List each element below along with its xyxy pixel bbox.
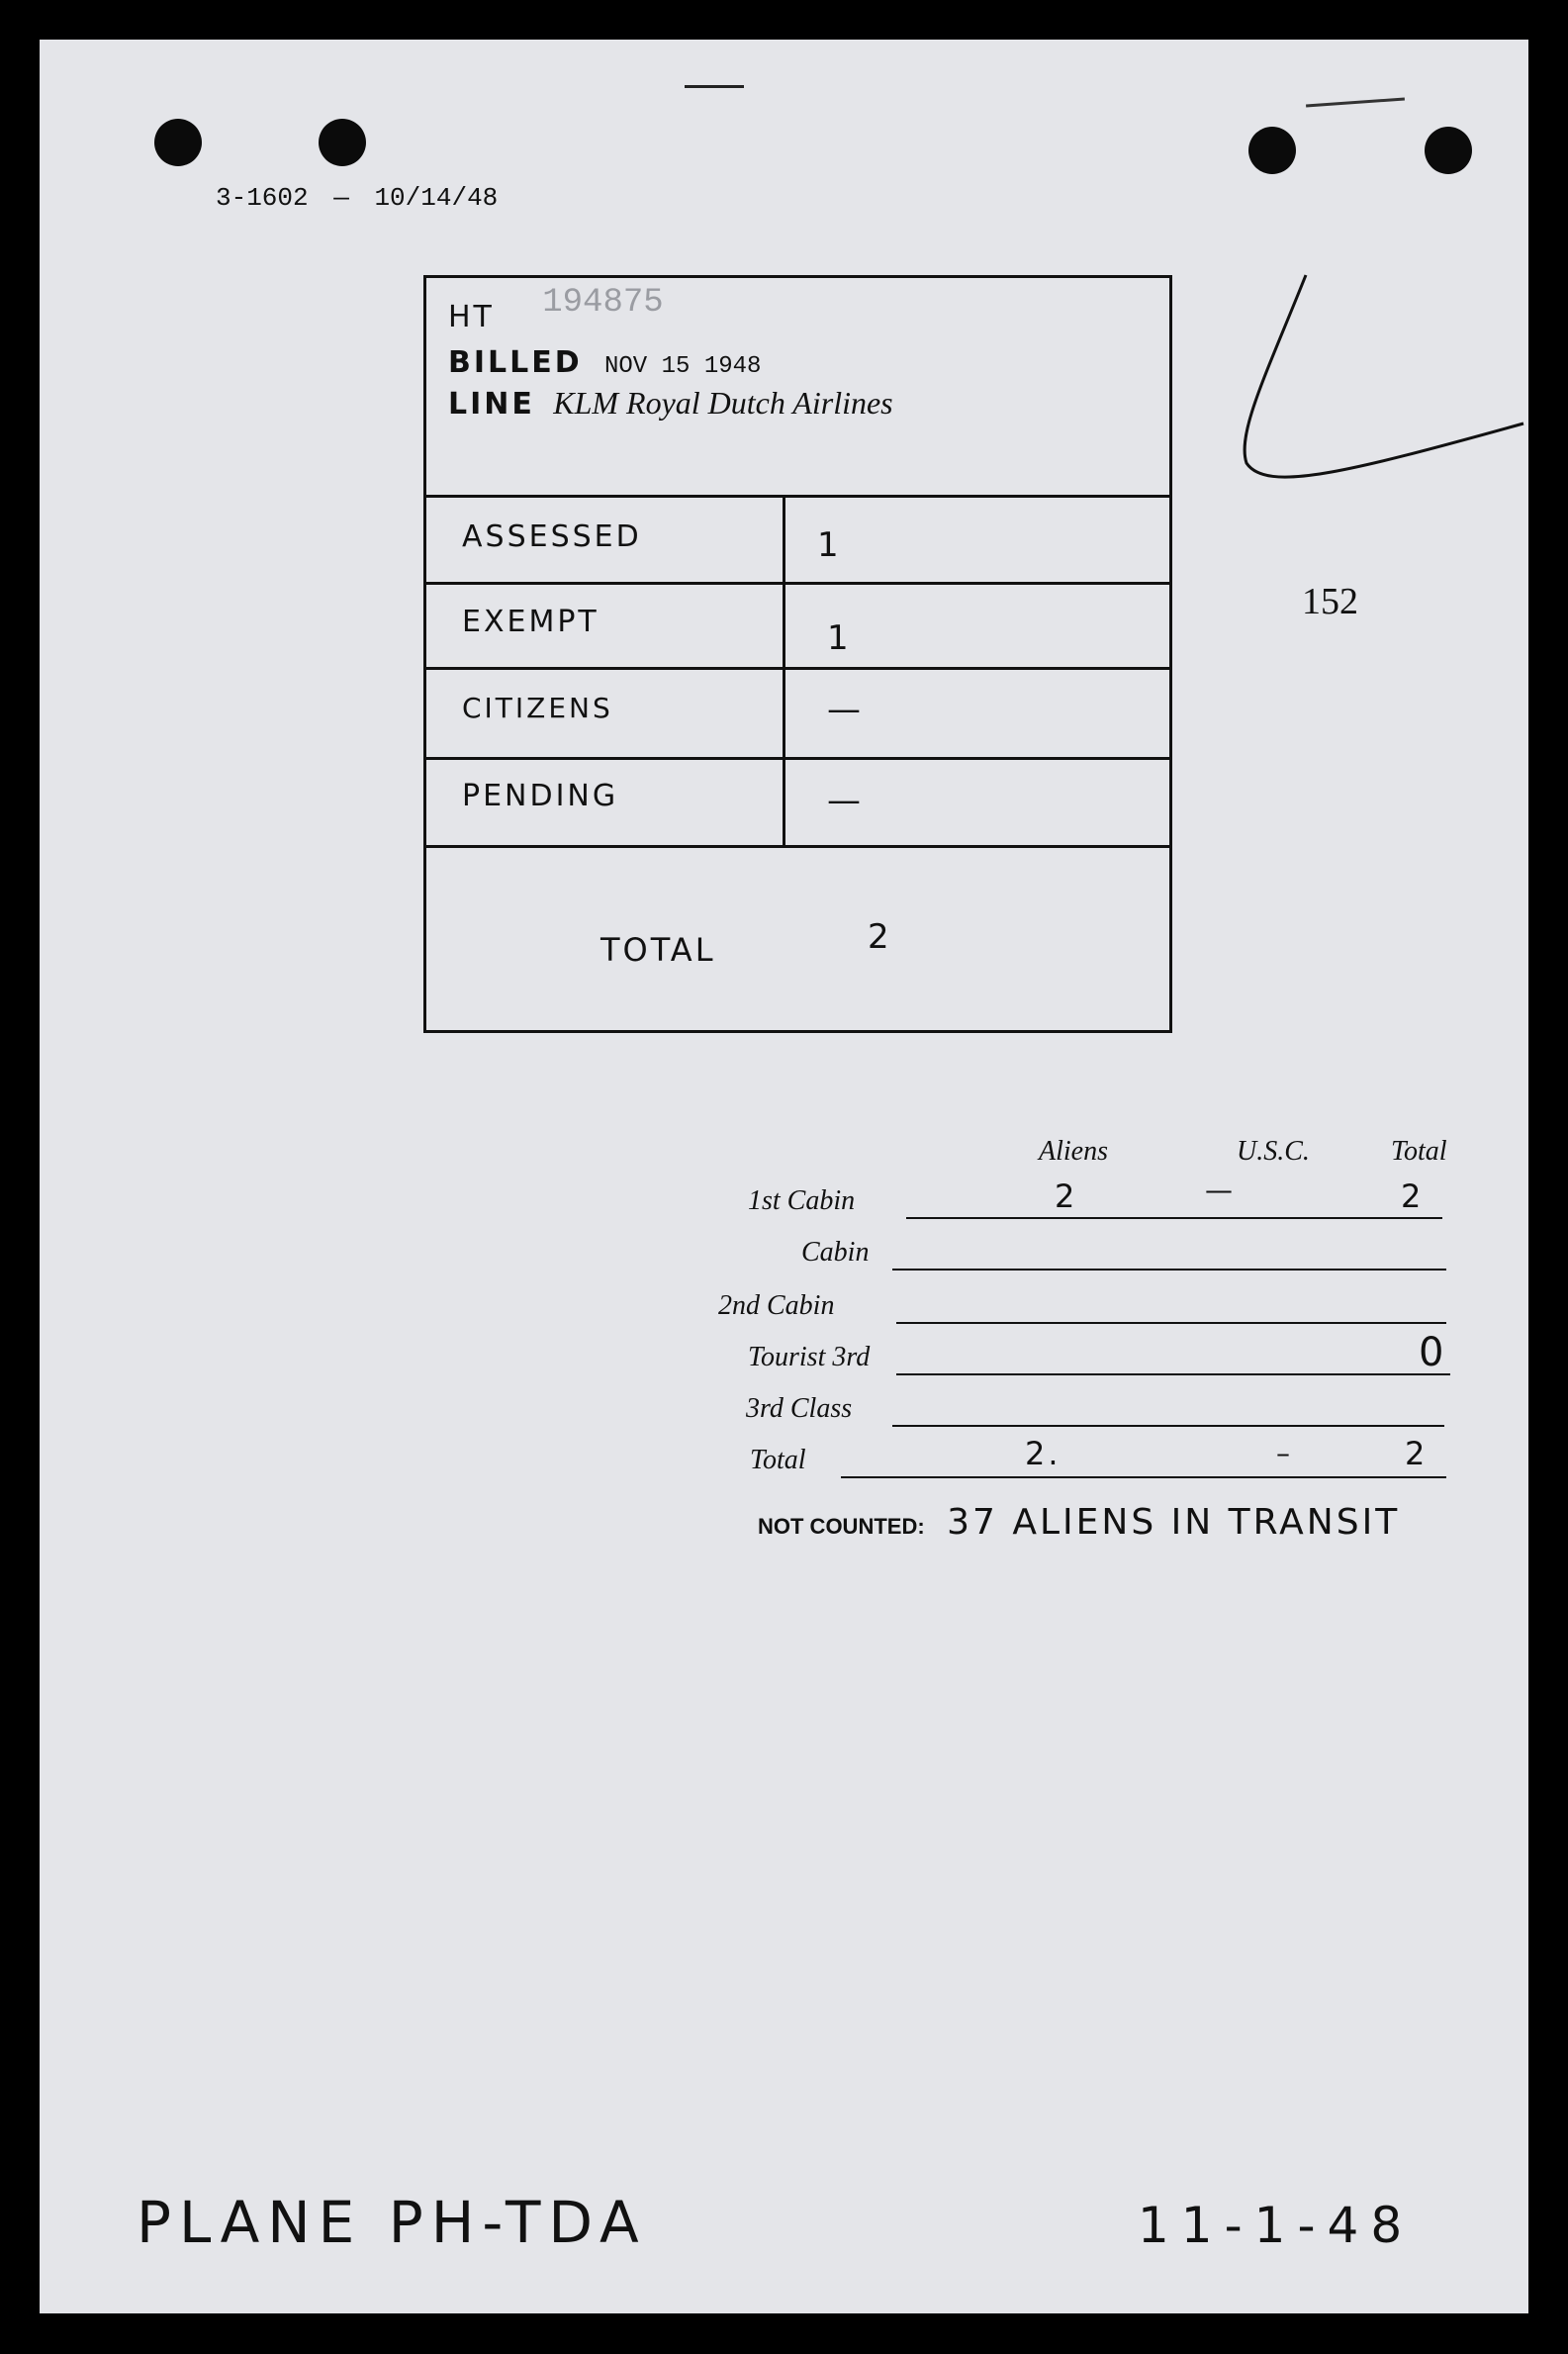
- row-underline: [896, 1322, 1446, 1324]
- punch-hole: [154, 119, 202, 166]
- row1-aliens: 2: [1055, 1177, 1078, 1215]
- row1-usc: —: [1205, 1174, 1236, 1206]
- billed-date: NOV 15 1948: [604, 353, 762, 380]
- header-dash: —: [333, 183, 349, 213]
- line-value: KLM Royal Dutch Airlines: [553, 385, 893, 421]
- divider: [426, 582, 1169, 585]
- punch-hole: [1248, 127, 1296, 174]
- divider: [426, 495, 1169, 498]
- plane-id: PLANE PH-TDA: [137, 2189, 647, 2256]
- pending-label: PENDING: [462, 779, 619, 813]
- divider: [426, 757, 1169, 760]
- file-number: 3-1602: [216, 183, 309, 213]
- row-underline: [892, 1425, 1444, 1427]
- column-divider: [783, 495, 785, 845]
- pending-value: —: [827, 781, 864, 820]
- not-counted-row: [758, 1502, 1400, 1543]
- file-header: [216, 183, 498, 213]
- assessed-value: 1: [817, 525, 842, 565]
- billed-row: [448, 345, 761, 380]
- ht-number: 194875: [542, 284, 664, 322]
- citizens-label: CITIZENS: [462, 692, 613, 724]
- header-date: 10/14/48: [374, 183, 499, 213]
- row-label-tourist-3rd: Tourist 3rd: [748, 1342, 871, 1372]
- column-aliens: Aliens: [1039, 1136, 1108, 1167]
- total-label: TOTAL: [600, 931, 716, 969]
- stray-mark: [685, 85, 744, 88]
- row6-total: 2: [1405, 1435, 1429, 1472]
- billing-box: [423, 275, 1172, 1033]
- column-total: Total: [1391, 1136, 1447, 1167]
- row-underline: [892, 1269, 1446, 1271]
- row-label-1st-cabin: 1st Cabin: [748, 1185, 856, 1216]
- stray-mark: [1306, 98, 1405, 108]
- row-label-3rd-class: 3rd Class: [746, 1393, 853, 1424]
- row1-total: 2: [1401, 1177, 1425, 1215]
- row-underline: [841, 1476, 1446, 1478]
- assessed-label: ASSESSED: [462, 519, 642, 554]
- row-label-2nd-cabin: 2nd Cabin: [718, 1290, 835, 1321]
- column-usc: U.S.C.: [1237, 1136, 1310, 1167]
- row-label-cabin: Cabin: [801, 1237, 870, 1268]
- punch-hole: [1425, 127, 1472, 174]
- punch-hole: [319, 119, 366, 166]
- divider: [426, 667, 1169, 670]
- row4-total: 0: [1419, 1330, 1447, 1375]
- billed-label: BILLED: [448, 345, 583, 380]
- side-number: 152: [1302, 581, 1358, 622]
- line-row: [448, 385, 893, 422]
- row-underline: [896, 1373, 1450, 1375]
- row6-usc: –: [1276, 1437, 1293, 1469]
- check-mark-icon: [1207, 265, 1528, 522]
- ht-row: [448, 284, 664, 337]
- exempt-value: 1: [827, 618, 852, 658]
- not-counted-value: 37 ALIENS IN TRANSIT: [947, 1502, 1401, 1543]
- row6-aliens: 2.: [1025, 1435, 1061, 1472]
- total-value: 2: [868, 917, 892, 957]
- exempt-label: EXEMPT: [462, 605, 600, 639]
- divider: [426, 845, 1169, 848]
- document-page: [40, 40, 1528, 2313]
- footer-date: 11-1-48: [1138, 2197, 1415, 2254]
- not-counted-label: NOT COUNTED:: [758, 1514, 925, 1539]
- line-label: LINE: [448, 387, 535, 422]
- ht-label: HT: [448, 300, 495, 334]
- citizens-value: —: [827, 690, 864, 729]
- row-label-total: Total: [750, 1445, 806, 1475]
- row-underline: [906, 1217, 1442, 1219]
